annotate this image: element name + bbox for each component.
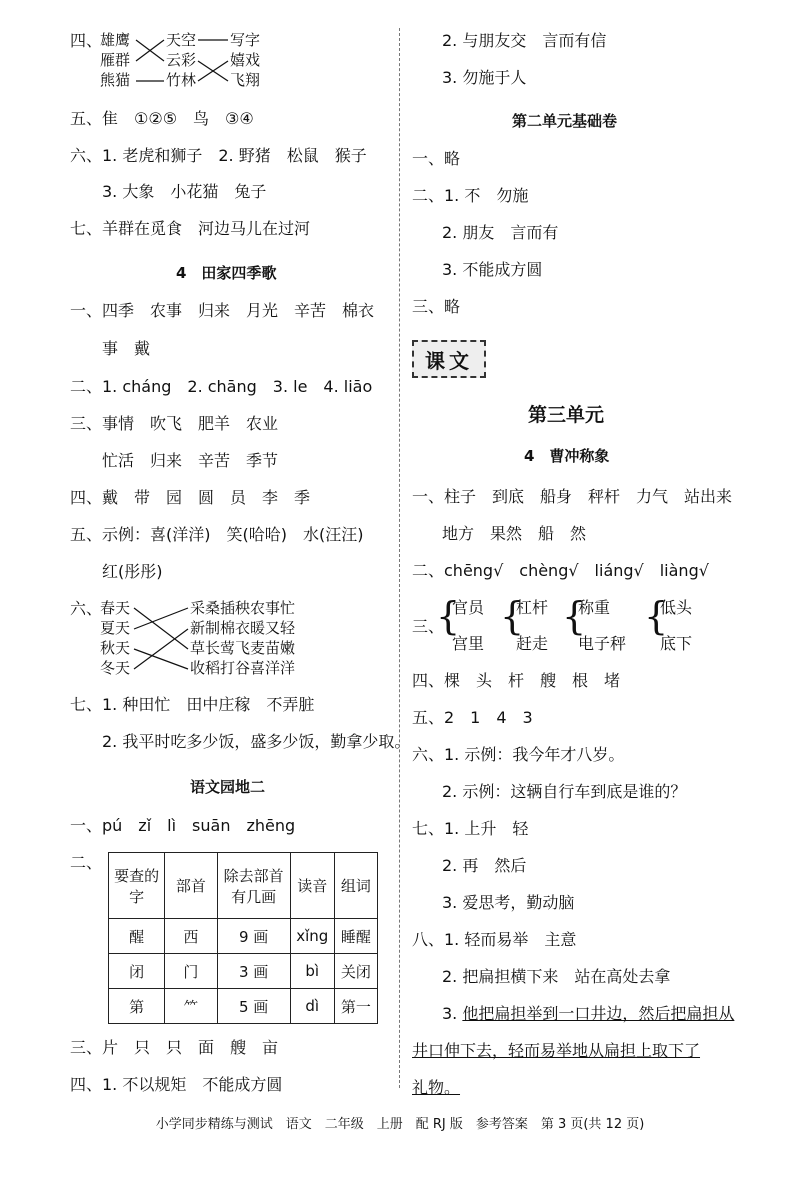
u1: 一、略 <box>412 149 461 168</box>
c7-line2: 2. 再 然后 <box>442 856 527 875</box>
c2-pinyin: 二、chēng√ chèng√ liáng√ liàng√ <box>412 561 709 580</box>
t6-label: 六、 <box>70 599 103 618</box>
season-1: 春天 <box>100 599 131 617</box>
c8-line2: 2. 把扁担横下来 站在高处去拿 <box>442 967 671 986</box>
table-cell: 3 画 <box>217 954 290 989</box>
lesson-title-tianjia: 4 田家四季歌 <box>176 264 277 282</box>
t7-line2: 2. 我平时吃多少饭，盛多少饭，勤拿少取。 <box>102 732 411 751</box>
table-cell: 关闭 <box>334 954 377 989</box>
season-4: 冬天 <box>100 659 131 677</box>
match-mid-3: 竹林 <box>166 71 197 89</box>
season-lines <box>100 598 340 682</box>
c4: 四、棵 头 杆 艘 根 堵 <box>412 671 621 690</box>
th-radical: 部首 <box>165 853 217 919</box>
q6-line1: 六、1. 老虎和狮子 2. 野猪 松鼠 猴子 <box>70 146 367 165</box>
season-phrase-1: 采桑插秧农事忙 <box>190 599 296 617</box>
u2-line1: 二、1. 不 勿施 <box>412 186 529 205</box>
u2-line3: 3. 不能成方圆 <box>442 260 543 279</box>
q5: 五、隹 ①②⑤ 鸟 ③④ <box>70 109 254 128</box>
c6-line2: 2. 示例：这辆自行车到底是谁的？ <box>442 782 687 801</box>
t5-line1: 五、示例：喜(洋洋) 笑(哈哈) 水(汪汪) <box>70 525 364 544</box>
match-right-3: 飞翔 <box>230 71 261 89</box>
t3-line1: 三、事情 吹飞 肥羊 农业 <box>70 414 279 433</box>
c7-line1: 七、1. 上升 轻 <box>412 819 529 838</box>
table-cell: dì <box>290 989 334 1024</box>
brace-3: { <box>562 594 587 638</box>
t4: 四、戴 带 园 圆 员 李 季 <box>70 488 311 507</box>
c8-line3: 3. 他把扁担举到一口井边，然后把扁担从 <box>442 1004 735 1023</box>
th-char: 要查的字 <box>109 853 165 919</box>
th-strokes: 除去部首有几画 <box>217 853 290 919</box>
kewen-badge: 课文 <box>412 340 486 378</box>
table-cell: 9 画 <box>217 919 290 954</box>
r-line1: 2. 与朋友交 言而有信 <box>442 31 607 50</box>
q4-label: 四、 <box>70 31 103 50</box>
r-line2: 3. 勿施于人 <box>442 68 527 87</box>
y4: 四、1. 不以规矩 不能成方圆 <box>70 1075 283 1094</box>
c3-word: 赶走 <box>516 634 549 653</box>
c3-word: 称重 <box>578 598 611 617</box>
season-phrase-4: 收稻打谷喜洋洋 <box>190 659 296 677</box>
brace-1: { <box>436 594 461 638</box>
table-cell: 睡醒 <box>334 919 377 954</box>
lesson-title-caochong: 4 曹冲称象 <box>524 447 610 465</box>
t1-line1: 一、四季 农事 归来 月光 辛苦 棉衣 <box>70 301 375 320</box>
table-cell: 第一 <box>334 989 377 1024</box>
match-mid-1: 天空 <box>166 31 197 49</box>
page-footer: 小学同步精练与测试 语文 二年级 上册 配 RJ 版 参考答案 第 3 页(共 12 页) <box>155 1117 645 1132</box>
table-cell: 第 <box>109 989 165 1024</box>
season-phrase-2: 新制棉衣暖又轻 <box>190 619 296 637</box>
matching-t6 <box>100 598 340 682</box>
q7: 七、羊群在觅食 河边马儿在过河 <box>70 219 311 238</box>
brace-4: { <box>644 594 669 638</box>
c8-underlined-answer: 他把扁担举到一口井边，然后把扁担从 <box>462 1004 735 1023</box>
table-cell: ⺮ <box>165 989 217 1024</box>
lookup-table <box>108 852 378 1024</box>
c1-line2: 地方 果然 船 然 <box>442 524 587 543</box>
u3: 三、略 <box>412 297 461 316</box>
y1-pinyin: 一、pú zǐ lì suān zhēng <box>70 816 296 835</box>
y2-label: 二、 <box>70 853 103 872</box>
season-3: 秋天 <box>100 639 131 657</box>
column-divider <box>399 28 400 1088</box>
match-right-1: 写字 <box>230 31 261 49</box>
c1-line1: 一、柱子 到底 船身 秤杆 力气 站出来 <box>412 487 733 506</box>
c8-line5: 礼物。 <box>412 1078 461 1097</box>
c8-line4: 井口伸下去，轻而易举地从扁担上取下了 <box>412 1041 701 1060</box>
q6-line2: 3. 大象 小花猫 兔子 <box>102 182 267 201</box>
match-left-1: 雄鹰 <box>100 31 131 49</box>
t3-line2: 忙活 归来 辛苦 季节 <box>102 451 279 470</box>
matching-q4 <box>100 30 280 96</box>
table-cell: xǐng <box>290 919 334 954</box>
match-left-2: 雁群 <box>100 51 131 69</box>
unit2-test-title: 第二单元基础卷 <box>512 112 618 130</box>
u2-line2: 2. 朋友 言而有 <box>442 223 559 242</box>
c8-line1: 八、1. 轻而易举 主意 <box>412 930 577 949</box>
c3-word: 杠杆 <box>516 598 549 617</box>
t7-line1: 七、1. 种田忙 田中庄稼 不弄脏 <box>70 695 315 714</box>
table-cell: 醒 <box>109 919 165 954</box>
c3-word: 官员 <box>452 598 485 617</box>
match-right-2: 嬉戏 <box>230 51 261 69</box>
c6-line1: 六、1. 示例：我今年才八岁。 <box>412 745 625 764</box>
c7-line3: 3. 爱思考，勤动脑 <box>442 893 575 912</box>
season-2: 夏天 <box>100 619 131 637</box>
t5-line2: 红(彤彤) <box>102 562 163 581</box>
brace-2: { <box>500 594 525 638</box>
c5: 五、2 1 4 3 <box>412 708 533 727</box>
th-reading: 读音 <box>290 853 334 919</box>
th-word: 组词 <box>334 853 377 919</box>
table-cell: 门 <box>165 954 217 989</box>
t2-pinyin: 二、1. cháng 2. chāng 3. le 4. liāo <box>70 377 373 396</box>
c3-label: 三、 <box>412 617 445 636</box>
match-lines <box>100 30 280 96</box>
c3-word: 低头 <box>660 598 693 617</box>
table-cell: 西 <box>165 919 217 954</box>
season-phrase-3: 草长莺飞麦苗嫩 <box>190 639 296 657</box>
t1-line2: 事 戴 <box>102 339 151 358</box>
table-cell: 5 画 <box>217 989 290 1024</box>
match-mid-2: 云彩 <box>166 51 197 69</box>
c3-word: 底下 <box>660 634 693 653</box>
match-left-3: 熊猫 <box>100 71 131 89</box>
unit3-heading: 第三单元 <box>528 404 605 426</box>
c3-word: 电子秤 <box>578 634 627 653</box>
y3: 三、片 只 只 面 艘 亩 <box>70 1038 279 1057</box>
table-cell: 闭 <box>109 954 165 989</box>
c3-word: 宫里 <box>452 634 485 653</box>
table-cell: bì <box>290 954 334 989</box>
section-title-yuwenyuandi: 语文园地二 <box>190 778 266 796</box>
